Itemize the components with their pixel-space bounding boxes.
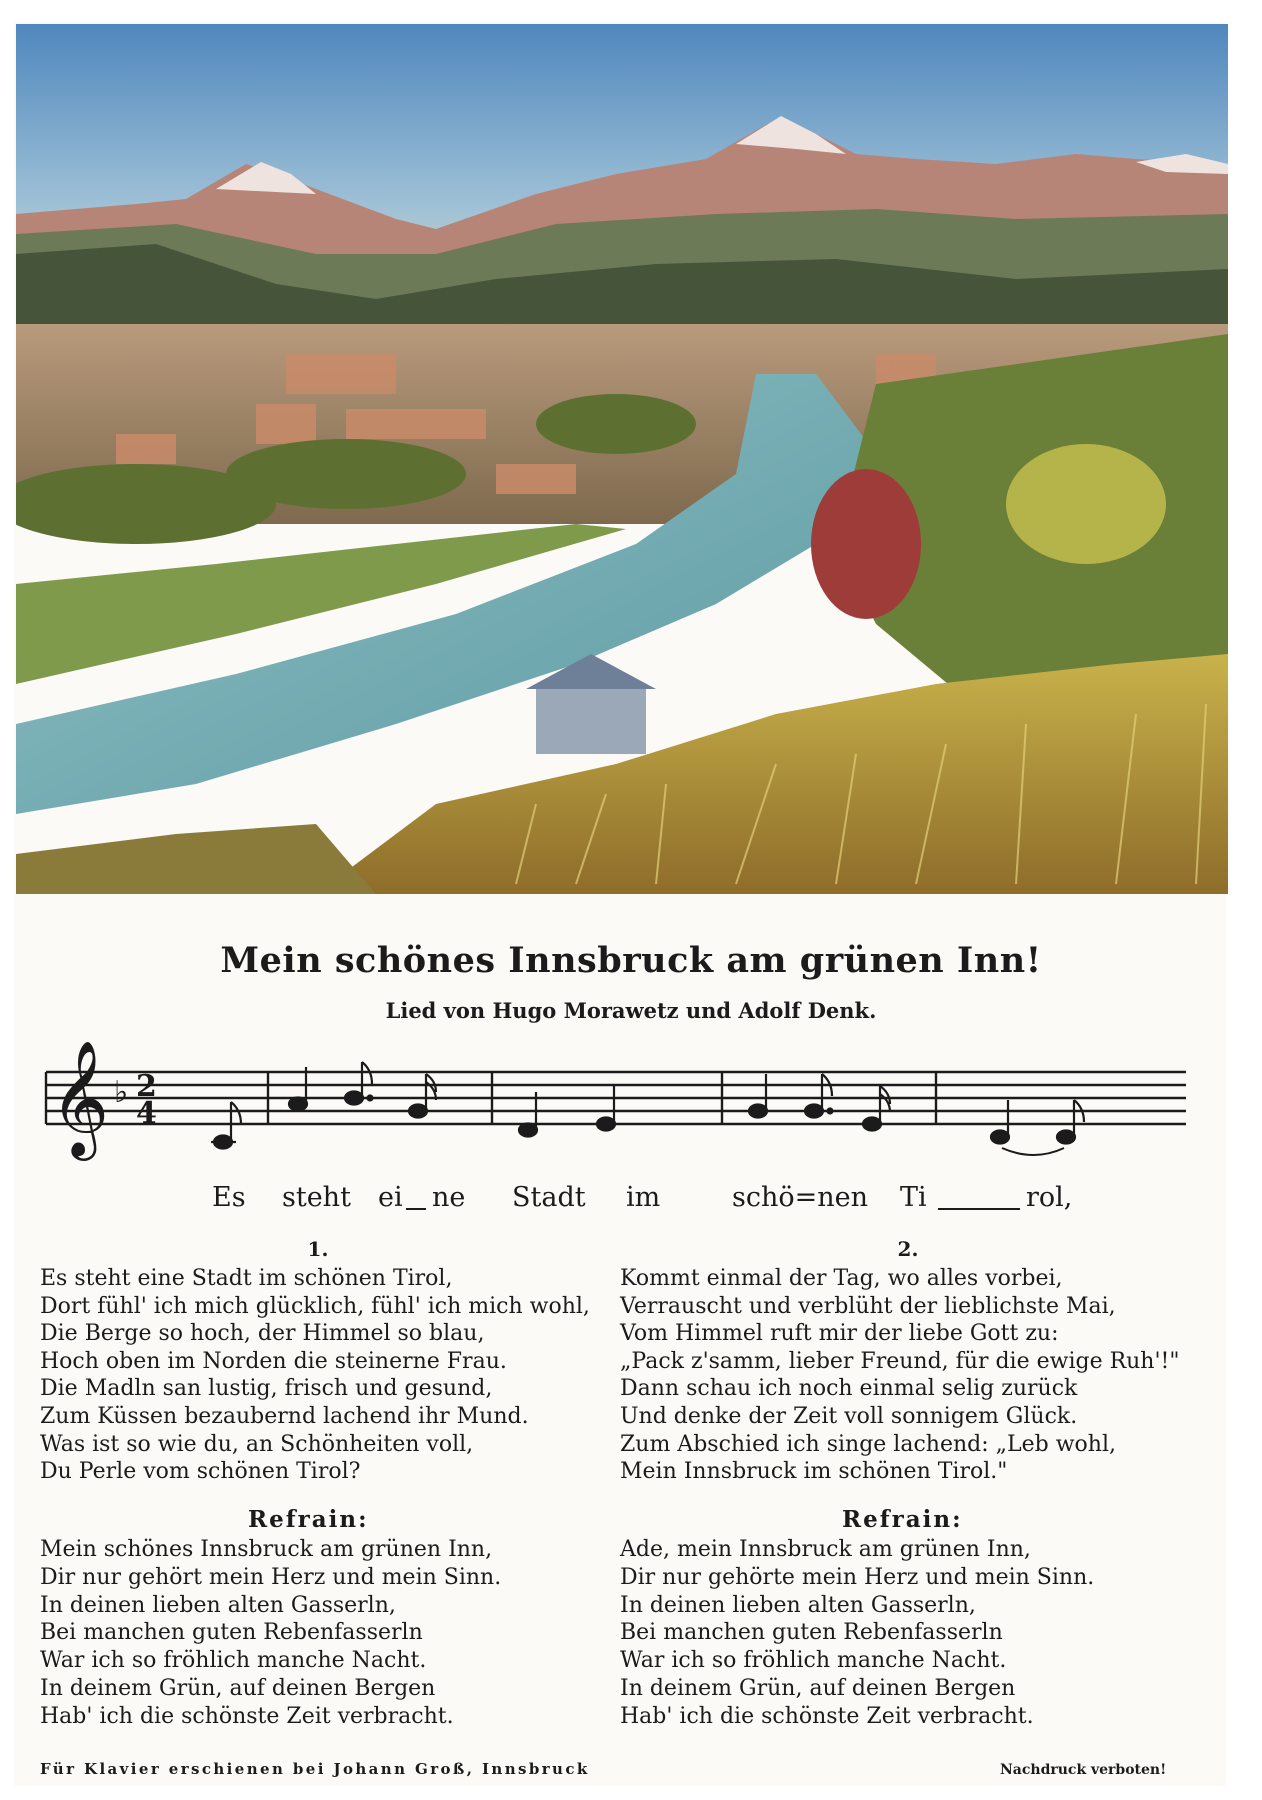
verse-line: Zum Abschied ich singe lachend: „Leb wohl, [620,1431,1116,1457]
time-signature-bottom: 4 [136,1096,157,1131]
melody-lyric: im [626,1182,661,1213]
music-score [36,1022,1196,1172]
refrain-line: In deinem Grün, auf deinen Bergen [40,1675,436,1701]
staff-lines [46,1072,1186,1124]
yellow-tree [1006,444,1166,564]
verse-line: Und denke der Zeit voll sonnigem Glück. [620,1403,1078,1429]
verse-line: Du Perle vom schönen Tirol? [40,1459,361,1485]
copyright-note: Nachdruck verboten! [1000,1762,1167,1778]
verse-1 [40,1265,590,1486]
time-signature-top: 2 [136,1069,157,1104]
verse-line: Die Madln san lustig, frisch und gesund, [40,1376,493,1402]
villa [536,684,646,754]
refrain-2 [620,1536,1094,1731]
red-tree [811,469,921,619]
flat-icon: ♭ [114,1075,129,1110]
verse-line: Vom Himmel ruft mir der liebe Gott zu: [620,1321,1059,1347]
lyric-hyphen-line [406,1180,426,1210]
song-title: Mein schönes Innsbruck am grünen Inn! [220,940,1042,981]
refrain-1-label: Refrain: [248,1506,369,1533]
refrain-line: Hab' ich die schönste Zeit verbracht. [620,1703,1034,1729]
tie [1002,1148,1064,1155]
verse-line: Dort fühl' ich mich glücklich, fühl' ich mich wohl, [40,1293,590,1319]
refrain-line: Dir nur gehörte mein Herz und mein Sinn. [620,1564,1095,1590]
refrain-line: In deinen lieben alten Gasserln, [620,1592,976,1618]
refrain-line: Bei manchen guten Rebenfasserln [620,1620,1003,1646]
notes [211,1062,1084,1155]
melody-lyric: rol, [1026,1182,1073,1213]
verse-line: „Pack z'samm, lieber Freund, für die ewige Ruh'!" [620,1348,1180,1374]
refrain-line: War ich so fröhlich manche Nacht. [620,1648,1007,1674]
refrain-2-label: Refrain: [842,1506,963,1533]
verse-line: Mein Innsbruck im schönen Tirol." [620,1459,1008,1485]
verse-line: Was ist so wie du, an Schönheiten voll, [40,1431,474,1457]
refrain-line: Bei manchen guten Rebenfasserln [40,1620,423,1646]
innsbruck-landscape-photo [16,24,1228,894]
refrain-line: Hab' ich die schönste Zeit verbracht. [40,1703,454,1729]
melody-lyric: Ti [900,1182,927,1213]
verse-line: Kommt einmal der Tag, wo alles vorbei, [620,1266,1063,1291]
lyric-extender-line [938,1180,1020,1210]
melody-lyric: schö=nen [732,1182,869,1213]
refrain-line: Dir nur gehört mein Herz und mein Sinn. [40,1564,502,1590]
verse-line: Dann schau ich noch einmal selig zurück [620,1376,1078,1402]
song-subtitle: Lied von Hugo Morawetz und Adolf Denk. [385,998,877,1023]
verse-2-number: 2. [897,1237,919,1261]
refrain-line: Ade, mein Innsbruck am grünen Inn, [620,1537,1031,1562]
verse-1-number: 1. [307,1237,329,1261]
verse-line: Hoch oben im Norden die steinerne Frau. [40,1348,507,1374]
verse-line: Es steht eine Stadt im schönen Tirol, [40,1266,453,1291]
refrain-line: Mein schönes Innsbruck am grünen Inn, [40,1537,493,1562]
verse-line: Verrauscht und verblüht der lieblichste Mai, [620,1293,1116,1319]
verse-line: Die Berge so hoch, der Himmel so blau, [40,1321,485,1347]
melody-lyric: ei [378,1182,403,1213]
melody-lyric: steht [282,1182,351,1213]
verse-line: Zum Küssen bezaubernd lachend ihr Mund. [40,1403,529,1429]
verse-2 [620,1265,1180,1486]
refrain-line: In deinem Grün, auf deinen Bergen [620,1675,1016,1701]
refrain-line: War ich so fröhlich manche Nacht. [40,1648,427,1674]
refrain-1 [40,1536,501,1731]
treble-clef-icon: 𝄞 [50,1039,110,1156]
refrain-line: In deinen lieben alten Gasserln, [40,1592,396,1618]
meadow-left [16,824,376,894]
melody-lyric: Stadt [512,1182,586,1213]
melody-lyric: ne [432,1182,466,1213]
publisher-note: Für Klavier erschienen bei Johann Groß, Innsbruck [40,1760,590,1778]
melody-lyric: Es [212,1182,246,1213]
